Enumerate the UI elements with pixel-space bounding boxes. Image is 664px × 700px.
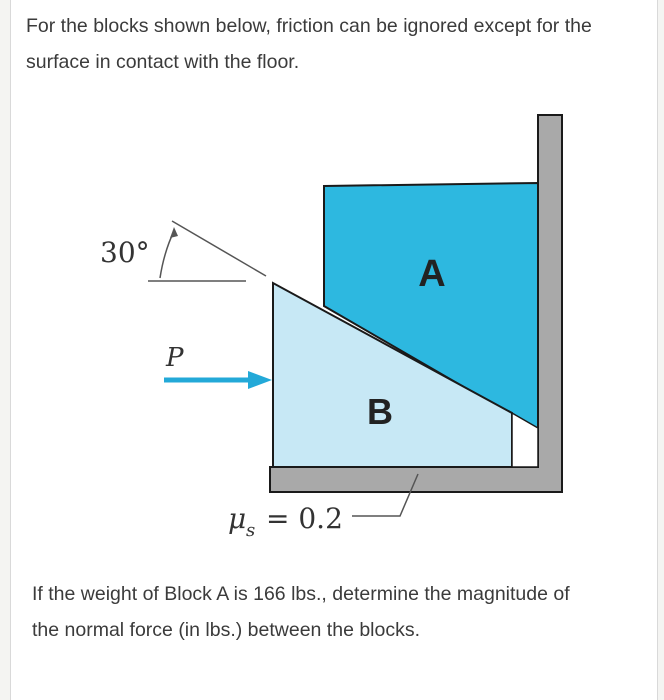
force-p-arrowhead xyxy=(248,371,272,389)
angle-arc xyxy=(160,231,174,278)
block-a-label: A xyxy=(418,253,446,295)
problem-intro-text: For the blocks shown below, friction can be ignored except for the surface in contact with the floor. xyxy=(26,15,592,73)
friction-symbol: μ xyxy=(228,502,247,535)
angle-arc-arrowhead xyxy=(170,227,178,238)
friction-subscript: s xyxy=(246,520,256,541)
force-p-label: P xyxy=(166,343,184,373)
problem-question-text: If the weight of Block A is 166 lbs., determine the magnitude of the normal force (in lbs.) between the blocks. xyxy=(32,583,570,641)
angle-label: 30° xyxy=(100,236,150,269)
block-b-label: B xyxy=(367,391,393,432)
friction-value: = 0.2 xyxy=(266,502,343,535)
angle-incline-line xyxy=(172,221,266,276)
